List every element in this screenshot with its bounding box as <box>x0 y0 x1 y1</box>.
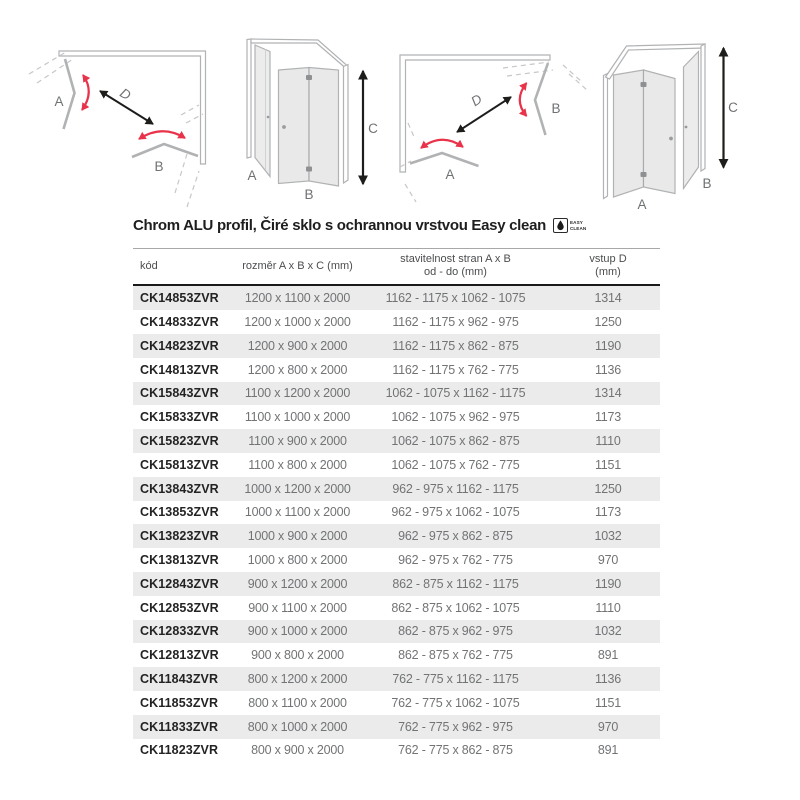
cell-size: 800 x 1000 x 2000 <box>247 719 348 734</box>
swing-dashed-lines <box>400 62 587 202</box>
cell-size: 900 x 800 x 2000 <box>251 648 344 663</box>
cell-range: 862 - 875 x 962 - 975 <box>398 624 513 639</box>
table-row <box>133 285 660 310</box>
label-a: A <box>247 168 257 183</box>
cell-size: 1100 x 1000 x 2000 <box>244 410 351 425</box>
table-row <box>133 524 660 548</box>
knob-icon <box>669 137 673 141</box>
hinge-icon <box>641 172 647 177</box>
cell-size: 1100 x 1200 x 2000 <box>244 386 351 401</box>
table-row <box>133 643 660 667</box>
cell-size: 1000 x 800 x 2000 <box>247 553 348 568</box>
cell-range: 762 - 775 x 1062 - 1075 <box>391 695 520 710</box>
cell-range: 962 - 975 x 862 - 875 <box>398 529 513 544</box>
label-a: A <box>445 167 455 182</box>
cell-range: 962 - 975 x 1062 - 1075 <box>391 505 520 520</box>
label-c: C <box>728 100 738 115</box>
cell-size: 1000 x 900 x 2000 <box>247 529 348 544</box>
cell-entry: 1173 <box>594 505 622 520</box>
cell-code: CK11843ZVR <box>140 672 219 687</box>
knob-icon <box>282 125 286 129</box>
table-row <box>133 572 660 596</box>
cell-entry: 891 <box>597 648 619 663</box>
table-row <box>133 453 660 477</box>
bifold-glass-panel-b <box>279 68 339 187</box>
cell-entry: 1032 <box>594 529 622 544</box>
table-row <box>133 691 660 715</box>
cell-entry: 970 <box>597 553 619 568</box>
cell-size: 800 x 1200 x 2000 <box>247 672 348 687</box>
cell-entry: 1110 <box>595 434 621 449</box>
cell-range: 762 - 775 x 862 - 875 <box>398 743 513 758</box>
cell-range: 1162 - 1175 x 1062 - 1075 <box>385 291 526 306</box>
cell-size: 1100 x 800 x 2000 <box>248 457 347 472</box>
cell-code: CK13813ZVR <box>140 553 219 568</box>
cell-size: 800 x 900 x 2000 <box>251 743 344 758</box>
table-row <box>133 548 660 572</box>
table-row <box>133 596 660 620</box>
cell-range: 1162 - 1175 x 762 - 775 <box>392 362 519 377</box>
badge-line-2: CLEAN <box>569 225 587 231</box>
cell-size: 1200 x 900 x 2000 <box>247 338 348 353</box>
cell-range: 1062 - 1075 x 962 - 975 <box>391 410 520 425</box>
cell-entry: 891 <box>597 743 619 758</box>
table-row <box>133 501 660 525</box>
cell-range: 1062 - 1075 x 862 - 875 <box>391 434 520 449</box>
door-a-fold <box>64 59 75 129</box>
header-adjustability <box>355 249 556 286</box>
top-view-diagram-left <box>26 22 226 217</box>
header-code: kód <box>133 249 240 286</box>
table-row <box>133 405 660 429</box>
cell-code: CK14813ZVR <box>140 362 219 377</box>
cell-code: CK15843ZVR <box>140 386 219 401</box>
cell-entry: 1250 <box>594 315 622 330</box>
label-c: C <box>368 121 378 136</box>
easy-clean-badge <box>553 218 586 233</box>
cell-entry: 1314 <box>594 386 622 401</box>
badge-line-1: EASY <box>569 219 583 225</box>
label-a: A <box>637 197 647 212</box>
header-size: rozměr A x B x C (mm) <box>240 249 355 286</box>
table-row <box>133 358 660 382</box>
cell-entry: 1032 <box>594 624 622 639</box>
cell-code: CK15813ZVR <box>140 457 219 472</box>
cell-range: 1062 - 1075 x 762 - 775 <box>391 457 520 472</box>
hinge-icon <box>306 75 312 80</box>
cell-entry: 1250 <box>594 481 622 496</box>
cell-size: 1000 x 1200 x 2000 <box>244 481 351 496</box>
cell-range: 1162 - 1175 x 962 - 975 <box>392 315 519 330</box>
section-title-row <box>133 217 586 234</box>
header-entry-line1: vstup D <box>589 253 627 265</box>
label-d: D <box>468 91 485 110</box>
cell-entry: 1190 <box>594 338 622 353</box>
cell-entry: 1151 <box>594 457 622 472</box>
cell-code: CK12843ZVR <box>140 576 219 591</box>
label-b: B <box>551 101 561 116</box>
swing-dashed-lines <box>29 52 203 207</box>
water-drop-icon <box>553 218 568 233</box>
cell-code: CK15823ZVR <box>140 434 219 449</box>
cell-code: CK11833ZVR <box>140 719 219 734</box>
cell-code: CK11823ZVR <box>140 743 219 758</box>
label-b: B <box>154 159 164 174</box>
fold-arrow-a <box>82 75 89 110</box>
cell-code: CK14823ZVR <box>140 338 219 353</box>
cell-code: CK15833ZVR <box>140 410 219 425</box>
door-a-fold <box>410 153 479 166</box>
cell-range: 962 - 975 x 1162 - 1175 <box>392 481 519 496</box>
cell-code: CK13823ZVR <box>140 529 219 544</box>
side-glass-panel-b <box>684 52 699 189</box>
cell-code: CK12853ZVR <box>140 600 219 615</box>
table-row <box>133 739 660 763</box>
header-entry-line2: (mm) <box>595 266 621 279</box>
label-d: D <box>117 85 134 104</box>
spec-table-body <box>133 285 660 762</box>
cell-range: 862 - 875 x 762 - 775 <box>398 648 513 663</box>
wall-outline <box>400 55 550 172</box>
cell-range: 1162 - 1175 x 862 - 875 <box>392 338 519 353</box>
cell-size: 1200 x 1000 x 2000 <box>244 315 351 330</box>
cell-code: CK14853ZVR <box>140 291 219 306</box>
table-row <box>133 477 660 501</box>
cell-range: 762 - 775 x 962 - 975 <box>398 719 513 734</box>
cell-entry: 1136 <box>594 672 622 687</box>
cell-code: CK14833ZVR <box>140 315 219 330</box>
cell-size: 900 x 1200 x 2000 <box>247 576 348 591</box>
page-title: Chrom ALU profil, Čiré sklo s ochrannou vrstvou Easy clean <box>133 217 546 234</box>
cell-entry: 970 <box>597 719 619 734</box>
knob-icon <box>685 126 688 129</box>
table-row <box>133 310 660 334</box>
cell-entry: 1110 <box>595 600 621 615</box>
cell-size: 900 x 1100 x 2000 <box>248 600 347 615</box>
iso-view-diagram-left <box>235 20 395 215</box>
label-b: B <box>304 187 314 202</box>
table-row <box>133 620 660 644</box>
door-b-fold <box>535 63 548 135</box>
spec-table-header <box>133 249 660 286</box>
fold-arrow-b <box>139 131 185 139</box>
top-view-diagram-right <box>390 20 600 220</box>
table-row <box>133 382 660 406</box>
hinge-icon <box>641 82 647 87</box>
table-row <box>133 334 660 358</box>
table-row <box>133 429 660 453</box>
easy-clean-badge-text <box>570 220 586 231</box>
cell-size: 1200 x 800 x 2000 <box>247 362 348 377</box>
fold-arrow-a <box>421 140 463 148</box>
label-a: A <box>54 94 64 109</box>
header-adjustability-line1: stavitelnost stran A x B <box>400 253 511 265</box>
iso-view-diagram-right <box>595 20 780 215</box>
cell-size: 800 x 1100 x 2000 <box>248 695 347 710</box>
table-row <box>133 715 660 739</box>
cell-code: CK12813ZVR <box>140 648 219 663</box>
hinge-icon <box>306 167 312 172</box>
cell-code: CK13853ZVR <box>140 505 219 520</box>
cell-code: CK12833ZVR <box>140 624 219 639</box>
cell-range: 862 - 875 x 1162 - 1175 <box>392 576 519 591</box>
cell-entry: 1173 <box>594 410 622 425</box>
label-b: B <box>702 176 712 191</box>
cell-range: 1062 - 1075 x 1162 - 1175 <box>385 386 526 401</box>
knob-icon <box>267 116 270 119</box>
table-row <box>133 667 660 691</box>
cell-entry: 1136 <box>594 362 622 377</box>
bifold-glass-panel-a <box>614 70 676 197</box>
fold-arrow-b <box>520 83 527 116</box>
door-b-fold <box>132 144 198 157</box>
cell-range: 862 - 875 x 1062 - 1075 <box>391 600 520 615</box>
cell-size: 1000 x 1100 x 2000 <box>244 505 351 520</box>
cell-size: 1100 x 900 x 2000 <box>248 434 347 449</box>
spec-table <box>133 248 660 762</box>
cell-entry: 1190 <box>594 576 622 591</box>
cell-code: CK11853ZVR <box>140 695 219 710</box>
cell-size: 1200 x 1100 x 2000 <box>244 291 351 306</box>
cell-range: 762 - 775 x 1162 - 1175 <box>392 672 519 687</box>
header-adjustability-line2: od - do (mm) <box>424 266 487 279</box>
header-entry <box>556 249 660 286</box>
cell-entry: 1314 <box>594 291 622 306</box>
side-glass-panel-a <box>255 45 270 177</box>
cell-code: CK13843ZVR <box>140 481 219 496</box>
wall-outline <box>59 51 206 164</box>
cell-range: 962 - 975 x 762 - 775 <box>398 553 513 568</box>
entry-width-arrow-d <box>457 97 511 132</box>
cell-entry: 1151 <box>594 695 622 710</box>
cell-size: 900 x 1000 x 2000 <box>247 624 348 639</box>
